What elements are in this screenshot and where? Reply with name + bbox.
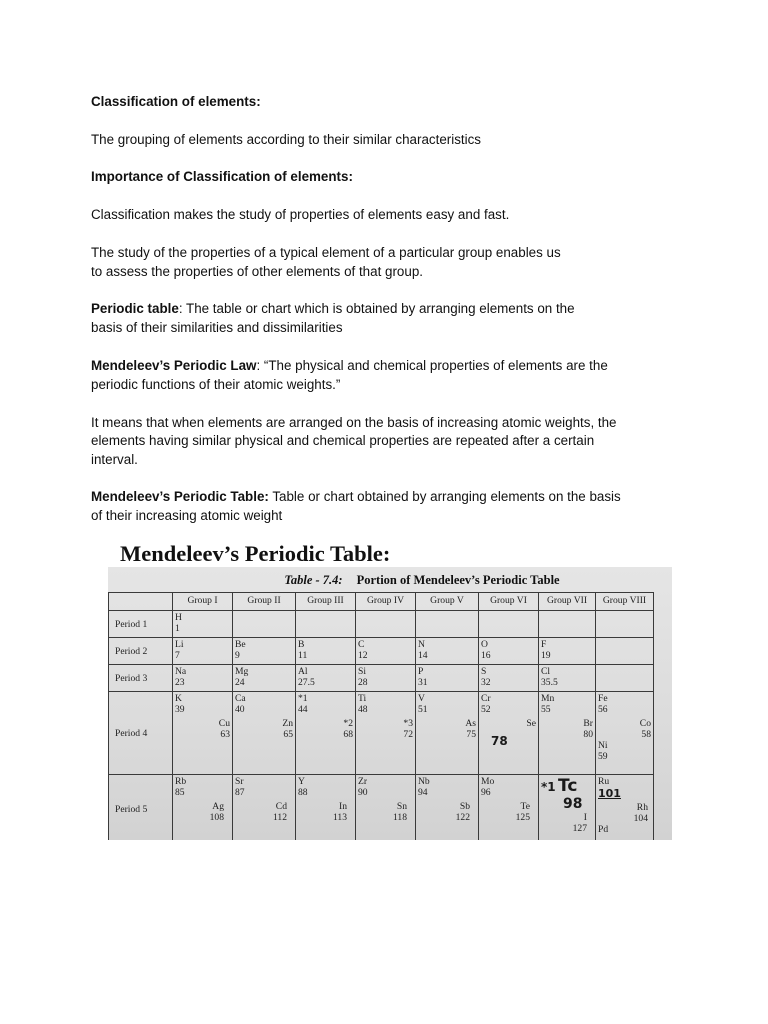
element-text: 35.5 xyxy=(541,677,558,688)
element-text: 80 xyxy=(583,729,593,740)
element-cell xyxy=(296,692,356,775)
element-text: *3 xyxy=(403,718,413,729)
element-text: Fe xyxy=(598,693,608,704)
element-cell xyxy=(173,611,233,638)
group-header: Group V xyxy=(416,593,479,611)
handwritten-tc: Tc xyxy=(558,776,578,796)
element-text: Rh xyxy=(636,802,648,813)
element-cell xyxy=(596,775,654,841)
element-text: 108 xyxy=(209,812,224,823)
element-cell xyxy=(416,692,479,775)
element-text: Pd xyxy=(598,824,609,835)
element-text: 59 xyxy=(598,751,608,762)
element-cell xyxy=(296,775,356,841)
element-cell xyxy=(416,665,479,692)
element-cell xyxy=(416,611,479,638)
element-cell xyxy=(596,611,654,638)
element-text: I xyxy=(583,812,587,823)
periodic-table-definition-line1 xyxy=(91,299,691,318)
element-text: Co xyxy=(639,718,651,729)
element-cell xyxy=(296,638,356,665)
element-text: Li xyxy=(175,639,184,650)
means-line3: interval. xyxy=(91,452,138,467)
element-text: 127 xyxy=(572,823,587,834)
group-header: Group III xyxy=(296,593,356,611)
periodic-law-line2: periodic functions of their atomic weights.” xyxy=(91,377,341,392)
element-text: Te xyxy=(520,801,530,812)
element-text: 94 xyxy=(418,787,428,798)
element-text: 90 xyxy=(358,787,368,798)
element-text: Al xyxy=(298,666,308,677)
element-text: *2 xyxy=(343,718,353,729)
element-text: 65 xyxy=(283,729,293,740)
periodic-law-def: : “The physical and chemical properties of elements are the xyxy=(256,358,608,373)
element-text: Mo xyxy=(481,776,495,787)
element-text: 40 xyxy=(235,704,245,715)
element-text: Se xyxy=(526,718,536,729)
element-text: Y xyxy=(298,776,305,787)
element-cell xyxy=(233,775,296,841)
element-cell xyxy=(233,611,296,638)
element-text: 28 xyxy=(358,677,368,688)
element-text: 104 xyxy=(633,813,648,824)
period-label: Period 4 xyxy=(109,692,173,775)
means-line1: It means that when elements are arranged on the basis of increasing atomic weights, the xyxy=(91,415,617,430)
element-cell xyxy=(416,638,479,665)
periodic-table-term: Periodic table xyxy=(91,301,179,316)
element-text: 72 xyxy=(403,729,413,740)
mendeleev-table-def-line1 xyxy=(91,487,691,506)
element-text: 1 xyxy=(175,623,180,634)
element-text: Ag xyxy=(212,801,224,812)
element-text: Mn xyxy=(541,693,555,704)
element-cell xyxy=(539,611,596,638)
element-text: 24 xyxy=(235,677,245,688)
element-text: 118 xyxy=(392,812,407,823)
handwritten-78: 78 xyxy=(491,734,508,748)
element-text: 87 xyxy=(235,787,245,798)
element-text: 16 xyxy=(481,650,491,661)
element-cell xyxy=(596,692,654,775)
means-line2: elements having similar physical and chemical properties are repeated after a certain xyxy=(91,433,595,448)
element-cell xyxy=(356,692,416,775)
element-text: Ni xyxy=(598,740,608,751)
element-cell xyxy=(596,638,654,665)
study-text-line2: to assess the properties of other elements of that group. xyxy=(91,264,423,279)
element-text: 12 xyxy=(358,650,368,661)
importance-text: Classification makes the study of properties of elements easy and fast. xyxy=(91,207,510,222)
element-text: 75 xyxy=(466,729,476,740)
period-label: Period 3 xyxy=(109,665,173,692)
periodic-law-line1 xyxy=(91,356,691,375)
handwritten-star: *1 xyxy=(541,780,556,794)
mendeleev-table-def-line2: of their increasing atomic weight xyxy=(91,508,283,523)
element-text: 31 xyxy=(418,677,428,688)
element-text: As xyxy=(465,718,476,729)
element-cell xyxy=(173,692,233,775)
element-text: V xyxy=(418,693,425,704)
element-cell xyxy=(539,692,596,775)
element-text: O xyxy=(481,639,488,650)
element-cell xyxy=(356,775,416,841)
element-text: 19 xyxy=(541,650,551,661)
period-label: Period 1 xyxy=(109,611,173,638)
table-caption-text: Portion of Mendeleev’s Periodic Table xyxy=(356,573,560,587)
period-label: Period 2 xyxy=(109,638,173,665)
element-cell xyxy=(479,638,539,665)
element-text: 125 xyxy=(515,812,530,823)
group-header: Group II xyxy=(233,593,296,611)
periodic-table xyxy=(108,592,654,840)
element-text: 63 xyxy=(220,729,230,740)
element-text: Cd xyxy=(275,801,287,812)
element-text: 68 xyxy=(343,729,353,740)
element-text: Na xyxy=(175,666,187,677)
table-caption xyxy=(108,573,672,588)
heading-importance: Importance of Classification of elements: xyxy=(91,169,353,184)
handwritten-98: 98 xyxy=(563,796,583,812)
heading-classification: Classification of elements: xyxy=(91,94,261,109)
element-text: B xyxy=(298,639,305,650)
element-cell xyxy=(356,638,416,665)
element-cell xyxy=(479,665,539,692)
element-cell xyxy=(416,775,479,841)
group-header: Group VII xyxy=(539,593,596,611)
periodic-table-definition-line2: basis of their similarities and dissimilarities xyxy=(91,320,343,335)
element-text: H xyxy=(175,612,182,623)
element-text: Ru xyxy=(598,776,610,787)
element-text: Cl xyxy=(541,666,551,677)
element-cell xyxy=(233,638,296,665)
element-text: Rb xyxy=(175,776,187,787)
element-text: 44 xyxy=(298,704,308,715)
element-text: Ti xyxy=(358,693,367,704)
element-cell xyxy=(479,611,539,638)
element-text: C xyxy=(358,639,365,650)
element-text: Zr xyxy=(358,776,368,787)
periodic-table-photo xyxy=(108,567,672,840)
element-cell xyxy=(296,611,356,638)
group-header: Group VI xyxy=(479,593,539,611)
element-text: 88 xyxy=(298,787,308,798)
element-text: 51 xyxy=(418,704,428,715)
corner-cell xyxy=(109,593,173,611)
element-text: P xyxy=(418,666,424,677)
element-cell xyxy=(539,665,596,692)
element-cell xyxy=(173,665,233,692)
element-cell xyxy=(539,638,596,665)
element-cell xyxy=(356,611,416,638)
element-text: 23 xyxy=(175,677,185,688)
element-text: 58 xyxy=(641,729,651,740)
element-text: 27.5 xyxy=(298,677,315,688)
element-text: Si xyxy=(358,666,367,677)
element-text: Be xyxy=(235,639,246,650)
element-text: 48 xyxy=(358,704,368,715)
element-text: 55 xyxy=(541,704,551,715)
element-cell xyxy=(479,775,539,841)
table-label: Table - 7.4: xyxy=(284,573,343,587)
element-text: Cu xyxy=(218,718,230,729)
periodic-table-def: : The table or chart which is obtained by arranging elements on the xyxy=(178,301,575,316)
element-text: Sn xyxy=(396,801,407,812)
element-text: Mg xyxy=(235,666,249,677)
element-cell xyxy=(479,692,539,775)
handwritten-101: 101 xyxy=(598,787,621,800)
element-text: K xyxy=(175,693,182,704)
element-text: 9 xyxy=(235,650,240,661)
element-text: 56 xyxy=(598,704,608,715)
element-text: 113 xyxy=(332,812,347,823)
element-text: 11 xyxy=(298,650,308,661)
element-cell xyxy=(173,638,233,665)
element-cell xyxy=(233,692,296,775)
element-text: S xyxy=(481,666,487,677)
mendeleev-table-def: Table or chart obtained by arranging elements on the basis xyxy=(268,489,621,504)
element-text: Nb xyxy=(418,776,430,787)
element-text: 96 xyxy=(481,787,491,798)
element-text: N xyxy=(418,639,425,650)
element-text: 112 xyxy=(272,812,287,823)
element-text: 39 xyxy=(175,704,185,715)
mendeleev-table-term: Mendeleev’s Periodic Table: xyxy=(91,489,269,504)
element-cell xyxy=(596,665,654,692)
group-header: Group VIII xyxy=(596,593,654,611)
element-cell xyxy=(233,665,296,692)
period-label: Period 5 xyxy=(109,775,173,841)
group-header: Group IV xyxy=(356,593,416,611)
element-text: *1 xyxy=(298,693,308,704)
element-text: 52 xyxy=(481,704,491,715)
group-header: Group I xyxy=(173,593,233,611)
element-text: 7 xyxy=(175,650,180,661)
element-text: Br xyxy=(583,718,593,729)
element-text: Ca xyxy=(235,693,246,704)
element-text: Sr xyxy=(235,776,244,787)
element-text: Zn xyxy=(282,718,293,729)
element-cell xyxy=(356,665,416,692)
element-cell xyxy=(296,665,356,692)
element-text: Cr xyxy=(481,693,491,704)
periodic-law-term: Mendeleev’s Periodic Law xyxy=(91,358,257,373)
element-text: F xyxy=(541,639,547,650)
definition-classification: The grouping of elements according to their similar characteristics xyxy=(91,132,481,147)
element-text: 32 xyxy=(481,677,491,688)
element-text: In xyxy=(339,801,347,812)
study-text-line1: The study of the properties of a typical element of a particular group enables us xyxy=(91,245,561,260)
element-text: Sb xyxy=(459,801,470,812)
element-text: 85 xyxy=(175,787,185,798)
figure-title: Mendeleev’s Periodic Table: xyxy=(120,541,391,566)
element-cell xyxy=(173,775,233,841)
element-cell xyxy=(539,775,596,841)
element-text: 122 xyxy=(455,812,470,823)
element-text: 14 xyxy=(418,650,428,661)
